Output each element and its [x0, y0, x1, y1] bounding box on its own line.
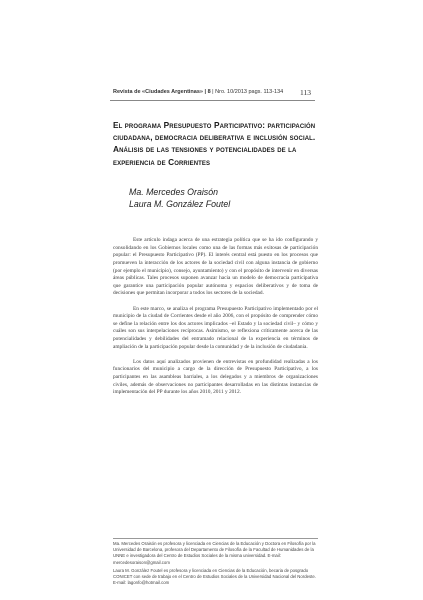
- author-name: Laura M. González Foutel: [129, 198, 231, 209]
- running-head: Revista de «Ciudades Argentinas» | 8 | Nro. 10/2013 pags. 113-134: [113, 89, 284, 95]
- article-title: El programa Presupuesto Participativo: participación ciudadana, democracia deliberativa e inclusión social. Análisis de las tensiones y potencialidades de la experiencia de Corrientes: [113, 120, 316, 167]
- body-paragraph: En este marco, se analiza el programa Presupuesto Participativo implementado por el municipio de la ciudad de Corrientes desde el año 2006, con el propósito de comprender cómo se define la relación entre los dos actores implicados –el Estado y la sociedad civil– y cómo y cuáles son sus interpelaciones recíprocas. Asimismo, se reflexiona críticamente acerca de las potencialidades y debilidades del entramado relacional de la experiencia en términos de ampliación de la participación popular desde la comunidad y de la inclusión de ciudadanía.: [113, 305, 318, 350]
- footnotes: [113, 541, 318, 588]
- footnote: Laura M. González Foutel es profesora y licenciada en Ciencias de la Educación, becaria de posgrado CONICET con sede de trabajo en el Centro de Estudios Sociales de la Universidad Nacional del Nordeste. E-mail: lagonfo@hotmail.com: [113, 567, 316, 586]
- body-paragraph: Este artículo indaga acerca de una estrategia política que se ha ido configurando y consolidando en los Gobiernos locales como una de las formas más exitosas de participación popular: el Presupuesto Participativo (PP). El interés central está puesto en los procesos que promueven la interacción de los actores de la sociedad civil con alguna instancia de gobierno (por ejemplo el municipio), consejo, ayuntamiento) y con el propósito de intervenir en diversas áreas públicas. Tales procesos suponen avanzar hacia un modelo de democracia participativa que garantice una participación popular autónoma y espacios deliberativos y de toma de decisiones que permitan incorporar a todos los sectores de la sociedad.: [113, 237, 318, 297]
- page-number: 113: [300, 88, 311, 97]
- body-paragraph: Los datos aquí analizados provienen de entrevistas en profundidad realizadas a los funcionarios del municipio a cargo de la dirección de Presupuesto Participativo, a los participantes en las asambleas barriales, a los delegados y a miembros de organizaciones civiles, además de observaciones no participantes desarrolladas en las distintas instancias de implementación del PP durante los años 2010, 2011 y 2012.: [113, 358, 318, 396]
- article-body: [113, 237, 318, 404]
- author-name: Ma. Mercedes Oraisón: [129, 187, 218, 197]
- volume-number: 8: [207, 89, 211, 95]
- footnote: Ma. Mercedes Oraisón es profesora y licenciada en Ciencias de la Educación y Doctora en Filosofía por la Universidad de Barcelona, profesora del Departamento de Filosofía de la Facultad de Humanidades de la UNNE e investigadora del Centro de Estudios Sociales de la misma universidad. E-mail: mercedesoraison@gmail.com: [113, 541, 316, 565]
- journal-name: Revista de «Ciudades Argentinas»: [113, 89, 203, 95]
- footnote-rule: [113, 538, 318, 539]
- header-rule: [110, 100, 315, 101]
- issue-info: Nro. 10/2013 pags. 113-134: [215, 89, 284, 95]
- author-list: [129, 187, 230, 210]
